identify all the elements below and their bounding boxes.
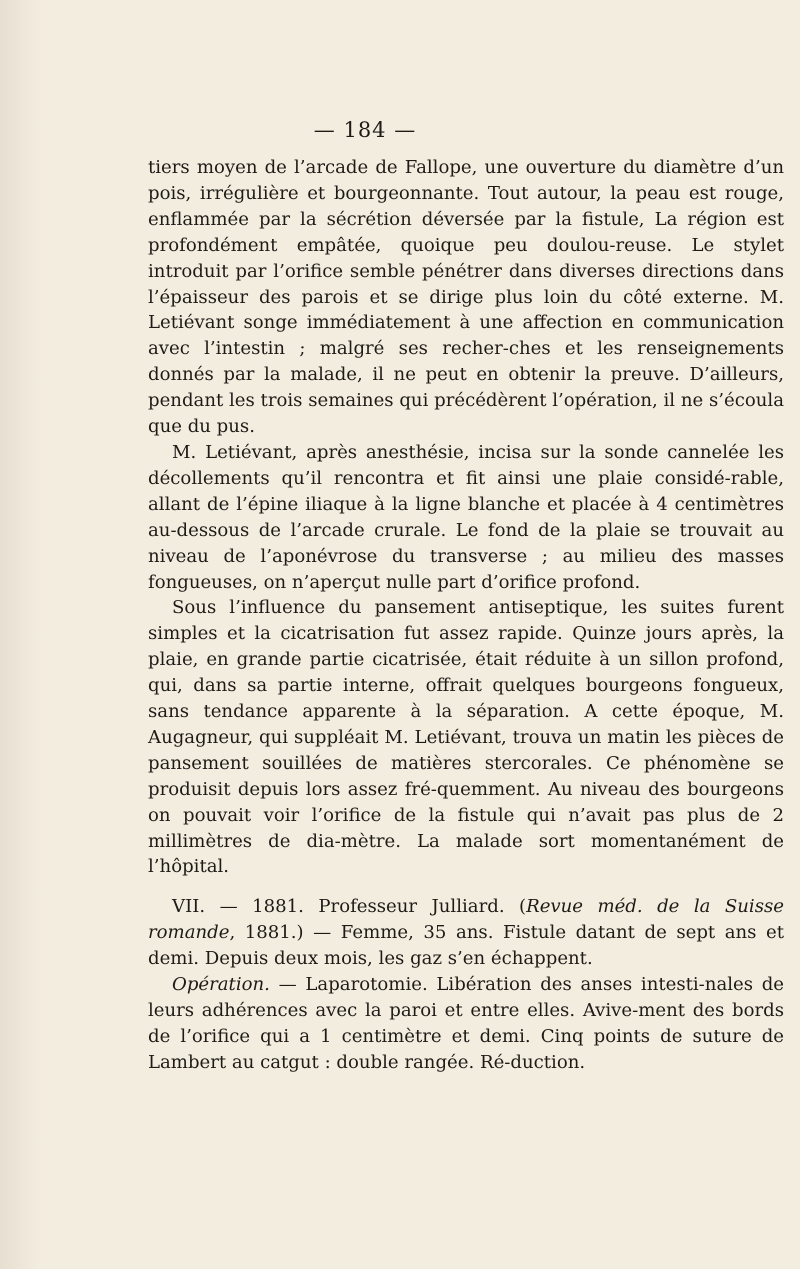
operation-label: Opération.	[172, 974, 270, 996]
paragraph: tiers moyen de l’arcade de Fallope, une ouverture du diamètre d’un pois, irrégulière et bourgeonnante. Tout autour, la peau est rouge, enflammée par la sécrétion déversée par la fistule, La région est profondément empâtée, quoique peu doulou-reuse. Le stylet introduit par l’orifice semble pénétrer dans diverses directions dans l’épaisseur des parois et se dirige plus loin du côté externe. M. Letiévant songe immédiatement à une affection en communication avec l’intestin ; malgré ses recher-ches et les renseignements donnés par la malade, il ne peut en obtenir la preuve. D’ailleurs, pendant les trois semaines qui précédèrent l’opération, il ne s’écoula que du pus.	[148, 157, 784, 438]
operation-text: — Laparotomie. Libération des anses intesti-nales de leurs adhérences avec la paroi et entre elles. Avive-ment des bords de l’orifice qui a 1 centimètre et demi. Cinq points de suture de Lambert au catgut : double rangée. Ré-duction.	[148, 974, 784, 1073]
page-number: — 184 —	[313, 118, 417, 142]
case-header	[148, 894, 784, 972]
case-intro: VII. — 1881. Professeur Julliard. (	[172, 896, 527, 918]
paragraph: Sous l’influence du pansement antiseptique, les suites furent simples et la cicatrisation fut assez rapide. Quinze jours après, la plaie, en grande partie cicatrisée, était réduite à un sillon profond, qui, dans sa partie interne, offrait quelques bourgeons fongueux, sans tendance apparente à la séparation. A cette époque, M. Augagneur, qui suppléait M. Letiévant, trouva un matin les pièces de pansement souillées de matières stercorales. Ce phénomène se produisit depuis lors assez fré-quemment. Au niveau des bourgeons on pouvait voir l’orifice de la fistule qui n’avait pas plus de 2 millimètres de dia-mètre. La malade sort momentanément de l’hôpital.	[148, 597, 784, 878]
body-text	[148, 155, 784, 1076]
case-details: , 1881.) — Femme, 35 ans. Fistule datant de sept ans et demi. Depuis deux mois, les gaz s’en échappent.	[148, 922, 784, 970]
paragraph: M. Letiévant, après anesthésie, incisa sur la sonde cannelée les décollements qu’il rencontra et fit ainsi une plaie considé-rable, allant de l’épine iliaque à la ligne blanche et placée à 4 centimètres au-dessous de l’arcade crurale. Le fond de la plaie se trouvait au niveau de l’aponévrose du transverse ; au milieu des masses fongueuses, on n’aperçut nulle part d’orifice profond.	[148, 441, 784, 593]
operation-paragraph	[148, 972, 784, 1076]
journal-title: Revue méd. de la Suisse romande	[148, 896, 784, 944]
